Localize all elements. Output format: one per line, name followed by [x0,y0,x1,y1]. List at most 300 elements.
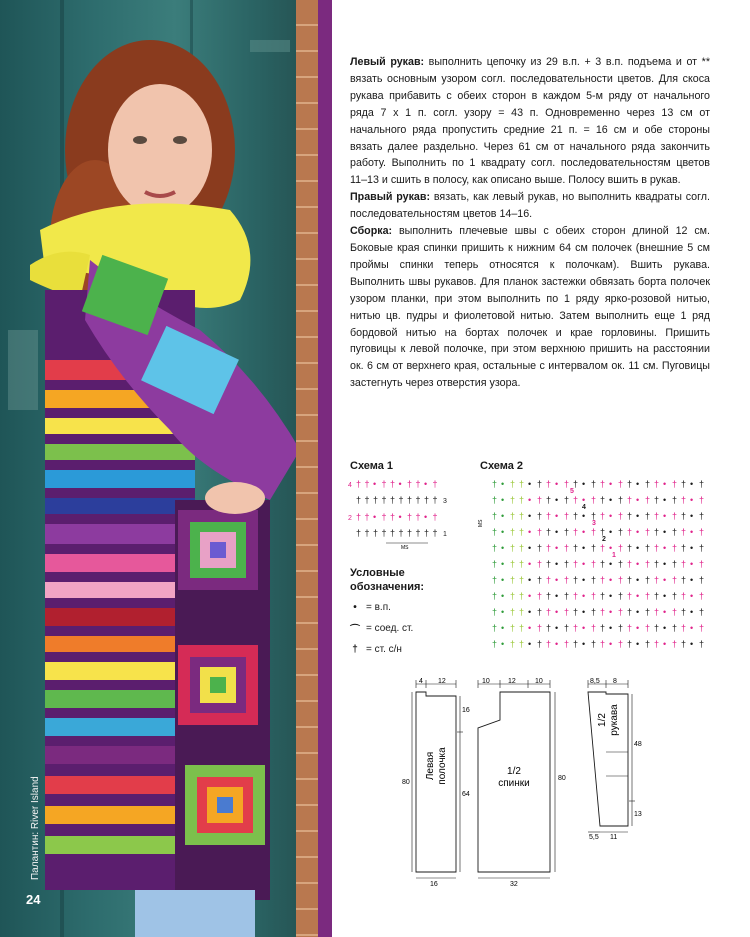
stitch-symbol: † [681,639,687,649]
stitch-symbol: † [672,559,678,569]
stitch-symbol: † [645,527,651,537]
stitch-symbol: † [699,511,705,521]
stitch-symbol: † [510,543,516,553]
stitch-symbol: † [415,479,421,489]
stitch-symbol: • [555,591,559,601]
stitch-symbol: † [600,479,606,489]
stitch-symbol: † [510,575,516,585]
stitch-symbol: † [573,479,579,489]
stitch-symbol: † [573,543,579,553]
stitch-symbol: † [573,559,579,569]
stitch-symbol: † [546,559,552,569]
stitch-symbol: • [582,495,586,505]
stitch-symbol: † [492,591,498,601]
stitch-symbol: † [492,623,498,633]
stitch-symbol: † [591,479,597,489]
stitch-symbol: † [373,495,379,505]
stitch-symbol: • [398,479,402,489]
stitch-symbol: † [546,607,552,617]
stitch-symbol: † [519,527,525,537]
stitch-symbol: • [609,575,613,585]
stitch-symbol: † [432,528,438,538]
stitch-symbol: • [555,511,559,521]
stitch-symbol: • [582,591,586,601]
stitch-symbol: † [699,623,705,633]
stitch-symbol: • [582,479,586,489]
stitch-symbol: • [501,639,505,649]
brick-wall-edge [296,0,318,937]
stitch-symbol: † [591,543,597,553]
stitch-symbol: • [663,591,667,601]
stitch-symbol: † [510,607,516,617]
stitch-symbol: † [390,495,396,505]
stitch-symbol: • [663,543,667,553]
stitch-symbol: • [636,575,640,585]
schema1-chart [346,476,466,552]
stitch-symbol: † [510,495,516,505]
legend-title: Условные [350,567,405,579]
left-sleeve-heading: Левый рукав: [350,56,425,68]
stitch-symbol: † [546,575,552,585]
stitch-symbol: † [492,543,498,553]
stitch-symbol: † [699,575,705,585]
stitch-symbol: • [555,623,559,633]
stitch-symbol: † [432,512,438,522]
stitch-symbol: † [699,495,705,505]
stitch-symbol: † [645,559,651,569]
front-dim: 16 [430,881,438,886]
schema2-chart [478,475,710,665]
stitch-symbol: † [672,527,678,537]
sleeve-dim: 8 [613,678,617,685]
stitch-symbol: • [501,527,505,537]
schema1-ms-label: MS [401,545,409,551]
left-sleeve-paragraph [350,54,710,189]
stitch-symbol: • [636,527,640,537]
stitch-symbol: † [627,607,633,617]
right-sleeve-body: вязать, как левый рукав, но выполнить квадраты согл. последовательностям цветов 14–16. [350,191,710,221]
stitch-symbol: † [591,591,597,601]
stitch-symbol: • [501,623,505,633]
stitch-symbol: † [564,575,570,585]
stitch-symbol: † [618,479,624,489]
stitch-symbol: † [600,543,606,553]
stitch-symbol: • [373,479,377,489]
stitch-symbol: • [690,623,694,633]
stitch-symbol: † [681,527,687,537]
stitch-symbol: † [618,559,624,569]
stitch-symbol: † [510,639,516,649]
stitch-symbol: • [528,543,532,553]
stitch-symbol: † [390,512,396,522]
stitch-symbol: † [537,623,543,633]
stitch-symbol: † [415,495,421,505]
stitch-symbol: † [681,623,687,633]
stitch-symbol: † [600,495,606,505]
stitch-symbol: † [573,495,579,505]
stitch-symbol: • [501,607,505,617]
stitch-symbol: • [636,623,640,633]
stitch-symbol: • [501,479,505,489]
stitch-symbol: † [618,591,624,601]
stitch-symbol: † [672,575,678,585]
stitch-symbol: † [681,543,687,553]
stitch-symbol: † [537,639,543,649]
stitch-symbol: † [381,528,387,538]
stitch-symbol: † [356,512,362,522]
front-dim: 64 [462,791,470,798]
legend-item-label: = в.п. [366,602,391,613]
back-dim: 32 [510,881,518,886]
stitch-symbol: † [591,623,597,633]
stitch-symbol: † [364,495,370,505]
pattern-diagram [400,676,720,886]
stitch-symbol: † [654,527,660,537]
stitch-symbol: • [424,479,428,489]
right-sleeve-paragraph [350,189,710,223]
stitch-symbol: • [636,543,640,553]
front-dim: 4 [419,678,423,685]
stitch-symbol: † [600,591,606,601]
stitch-symbol: • [582,607,586,617]
stitch-symbol: • [528,495,532,505]
stitch-symbol: † [564,591,570,601]
stitch-symbol: • [663,607,667,617]
stitch-symbol: † [364,528,370,538]
schema2-round-label: 4 [582,504,586,511]
stitch-symbol: † [407,512,413,522]
stitch-symbol: † [519,479,525,489]
stitch-symbol: † [415,512,421,522]
stitch-symbol: † [654,575,660,585]
stitch-symbol: † [699,543,705,553]
stitch-symbol: • [663,495,667,505]
stitch-symbol: • [501,511,505,521]
legend [350,566,424,655]
stitch-symbol: † [618,575,624,585]
stitch-symbol: † [519,511,525,521]
stitch-symbol: • [555,559,559,569]
stitch-symbol: • [663,559,667,569]
stitch-symbol: † [492,527,498,537]
stitch-symbol: • [424,512,428,522]
stitch-symbol: † [537,543,543,553]
stitch-symbol: † [407,528,413,538]
stitch-symbol: † [672,607,678,617]
front-dim: 12 [438,678,446,685]
stitch-symbol: † [564,559,570,569]
stitch-symbol: † [618,639,624,649]
stitch-symbol: † [390,479,396,489]
stitch-symbol: † [424,495,430,505]
stitch-symbol: † [519,639,525,649]
stitch-symbol: • [636,591,640,601]
right-sleeve-heading: Правый рукав: [350,191,431,204]
stitch-symbol: • [555,639,559,649]
back-dim: 80 [558,775,566,782]
schema2-round-label: 5 [570,488,574,495]
schema1-row-label: 3 [443,498,447,505]
stitch-symbol: † [645,607,651,617]
stitch-symbol: • [690,511,694,521]
back-label: спинки [498,778,530,789]
stitch-symbol: • [690,639,694,649]
stitch-symbol: • [555,575,559,585]
stitch-symbol: † [672,639,678,649]
stitch-symbol: † [390,528,396,538]
sleeve-dim: 13 [634,811,642,818]
assembly-paragraph [350,223,710,392]
stitch-symbol: • [582,623,586,633]
stitch-symbol: • [609,543,613,553]
stitch-symbol: † [627,527,633,537]
stitch-symbol: † [432,479,438,489]
stitch-symbol: † [672,479,678,489]
sleeve-dim: 11 [610,834,618,841]
front-label: полочка [437,747,448,785]
stitch-symbol: † [699,559,705,569]
stitch-symbol: † [510,559,516,569]
stitch-symbol: † [537,607,543,617]
stitch-symbol: † [564,543,570,553]
stitch-symbol: • [636,479,640,489]
stitch-symbol: † [627,479,633,489]
stitch-symbol: † [618,511,624,521]
stitch-symbol: † [618,607,624,617]
schema2-ms-label: MS [478,519,484,527]
stitch-symbol: • [663,575,667,585]
photo-credit: Палантин: River Island [30,776,41,880]
stitch-symbol: † [627,543,633,553]
stitch-symbol: † [600,623,606,633]
stitch-symbol: † [573,623,579,633]
stitch-symbol: † [364,512,370,522]
stitch-symbol: • [609,607,613,617]
stitch-symbol: • [582,543,586,553]
stitch-symbol: • [373,512,377,522]
sleeve-piece [588,678,642,841]
stitch-symbol: • [528,639,532,649]
stitch-symbol: • [555,495,559,505]
schema1-row-label: 1 [443,531,447,538]
stitch-symbol: † [591,559,597,569]
stitch-symbol: † [645,575,651,585]
stitch-symbol: † [654,623,660,633]
stitch-symbol: † [618,543,624,553]
stitch-symbol: • [501,543,505,553]
stitch-symbol: † [573,511,579,521]
stitch-symbol: • [555,527,559,537]
stitch-symbol: † [681,575,687,585]
stitch-symbol: † [537,479,543,489]
sleeve-dim: 8,5 [590,678,600,685]
stitch-symbol: † [537,559,543,569]
left-sleeve-body: выполнить цепочку из 29 в.п. + 3 в.п. подъема и от ** вязать основным узором согл. последовательности цветов. Для скоса рукава прибавить с обеих сторон в каждом 5-м ряду от начального ряда 7 х 1 п. согл. узору = 43 п. Одновременно через 13 см от начального ряда пропустить средние 21 п. = 16 см и обе стороны вязать далее раздельно. Через 61 см от начального ряда закончить работу. Выполнить по 1 квадрату согл. последовательностям цветов 11–13 и сшить в полосу, как описано выше. Полосу вшить в рукав. [350,56,710,187]
stitch-symbol: † [600,607,606,617]
stitch-symbol: • [663,479,667,489]
back-dim: 10 [535,678,543,685]
back-dim: 10 [482,678,490,685]
stitch-symbol: † [564,607,570,617]
stitch-symbol: • [609,639,613,649]
stitch-symbol: † [654,479,660,489]
sleeve-label: рукава [609,704,620,736]
stitch-symbol: † [600,639,606,649]
stitch-symbol: † [591,511,597,521]
left-front-piece [402,678,470,886]
stitch-symbol: † [654,639,660,649]
sleeve-dim: 48 [634,741,642,748]
stitch-symbol: • [528,479,532,489]
stitch-symbol: † [407,495,413,505]
stitch-symbol: † [681,479,687,489]
stitch-symbol: † [537,575,543,585]
stitch-symbol: † [591,575,597,585]
back-dim: 12 [508,678,516,685]
stitch-symbol: • [690,575,694,585]
back-label: 1/2 [507,766,521,777]
stitch-symbol: † [546,479,552,489]
stitch-symbol: † [381,512,387,522]
stitch-symbol: † [600,527,606,537]
stitch-symbol: † [654,543,660,553]
stitch-symbol: † [537,591,543,601]
stitch-symbol: • [555,479,559,489]
stitch-symbol: • [636,607,640,617]
front-label: Левая [425,751,436,781]
stitch-symbol: † [672,543,678,553]
stitch-symbol: • [636,639,640,649]
stitch-symbol: • [663,623,667,633]
stitch-symbol: † [564,479,570,489]
stitch-symbol: † [492,511,498,521]
stitch-symbol: • [528,559,532,569]
stitch-symbol: † [627,511,633,521]
stitch-symbol: † [591,527,597,537]
stitch-symbol: † [645,511,651,521]
model-illustration [0,0,318,937]
stitch-symbol: • [609,527,613,537]
stitch-symbol: † [627,559,633,569]
stitch-symbol: † [645,591,651,601]
stitch-symbol: • [555,543,559,553]
stitch-symbol: † [510,623,516,633]
stitch-symbol: † [699,527,705,537]
stitch-symbol: † [519,559,525,569]
stitch-symbol: † [600,511,606,521]
stitch-symbol: • [501,575,505,585]
stitch-symbol: † [654,495,660,505]
stitch-symbol: † [699,591,705,601]
schema2-round-label: 2 [602,536,606,543]
accent-bar [318,0,332,937]
stitch-symbol: † [573,575,579,585]
stitch-symbol: † [510,591,516,601]
stitch-symbol: † [672,495,678,505]
stitch-symbol: † [681,607,687,617]
stitch-symbol: † [407,479,413,489]
stitch-symbol: • [582,527,586,537]
stitch-symbol: † [600,559,606,569]
stitch-symbol: • [501,495,505,505]
stitch-symbol: † [627,639,633,649]
front-dim: 16 [462,707,470,714]
stitch-symbol: † [492,639,498,649]
stitch-symbol: • [663,527,667,537]
page-number: 24 [26,892,41,907]
stitch-symbol: † [519,575,525,585]
slip-stitch-icon: ⌒ [350,625,360,636]
stitch-symbol: • [582,575,586,585]
stitch-symbol: † [681,495,687,505]
stitch-symbol: † [618,495,624,505]
stitch-symbol: • [528,591,532,601]
stitch-symbol: † [627,495,633,505]
legend-item [350,621,424,636]
stitch-symbol: • [690,479,694,489]
stitch-symbol: † [618,527,624,537]
stitch-symbol: † [672,591,678,601]
stitch-symbol: • [690,527,694,537]
stitch-symbol: † [591,495,597,505]
stitch-symbol: † [564,495,570,505]
stitch-symbol: † [591,607,597,617]
stitch-symbol: • [528,575,532,585]
assembly-heading: Сборка: [350,225,393,238]
stitch-symbol: † [546,527,552,537]
sleeve-label: 1/2 [597,713,608,727]
double-crochet-icon: † [352,644,358,655]
stitch-symbol: † [645,479,651,489]
stitch-symbol: † [510,527,516,537]
stitch-symbol: † [546,623,552,633]
stitch-symbol: • [609,591,613,601]
schema1-row-label: 4 [348,482,352,489]
stitch-symbol: † [415,528,421,538]
stitch-symbol: † [654,591,660,601]
stitch-symbol: † [681,591,687,601]
stitch-symbol: † [546,543,552,553]
stitch-symbol: • [501,559,505,569]
stitch-symbol: † [364,479,370,489]
stitch-symbol: † [492,559,498,569]
stitch-symbol: • [690,495,694,505]
instructions-text [350,54,710,392]
stitch-symbol: † [381,495,387,505]
stitch-symbol: † [356,495,362,505]
stitch-symbol: † [654,607,660,617]
stitch-symbol: • [609,623,613,633]
stitch-symbol: † [573,527,579,537]
stitch-symbol: • [528,623,532,633]
stitch-symbol: † [398,528,404,538]
stitch-symbol: † [627,623,633,633]
stitch-symbol: † [546,495,552,505]
stitch-symbol: † [645,543,651,553]
stitch-symbol: † [645,623,651,633]
stitch-symbol: † [519,623,525,633]
stitch-symbol: • [636,559,640,569]
schema1-row-label: 2 [348,515,352,522]
stitch-symbol: • [609,479,613,489]
stitch-symbol: • [555,607,559,617]
stitch-symbol: • [582,559,586,569]
stitch-symbol: † [564,639,570,649]
stitch-symbol: † [654,511,660,521]
stitch-symbol: • [582,511,586,521]
stitch-symbol: † [432,495,438,505]
stitch-symbol: † [492,607,498,617]
